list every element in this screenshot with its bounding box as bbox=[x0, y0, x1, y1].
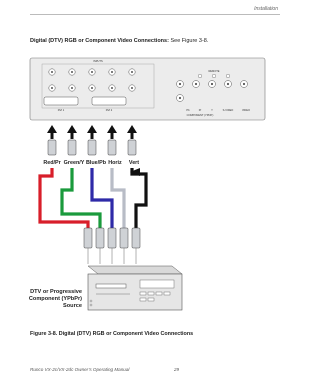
cable-red bbox=[40, 168, 88, 228]
source-line-3: Source bbox=[63, 303, 82, 309]
cable-horiz bbox=[112, 168, 124, 228]
component-label: COMPONENT (YPbPr) bbox=[186, 114, 214, 117]
top-connectors bbox=[48, 140, 136, 155]
cable-label-blue: Blue/Pb bbox=[85, 160, 107, 166]
remote-label: REMOTE bbox=[208, 70, 220, 73]
cable-labels bbox=[43, 160, 139, 166]
bottom-connectors bbox=[84, 228, 140, 264]
projector-rear-panel bbox=[30, 58, 265, 120]
dvi2-port bbox=[92, 97, 126, 105]
component-pb: Pb bbox=[186, 109, 190, 112]
dvi2-label: DVI 2 bbox=[105, 109, 113, 112]
svideo-label: S-VIDEO bbox=[222, 109, 234, 112]
section-header: Installation bbox=[254, 6, 278, 12]
footer-page-number: 29 bbox=[174, 367, 180, 372]
dvi1-label: DVI 1 bbox=[57, 109, 65, 112]
cable-label-red: Red/Pr bbox=[43, 160, 61, 166]
source-device bbox=[88, 266, 182, 310]
source-line-1: DTV or Progressive bbox=[30, 289, 82, 295]
component-y: Y bbox=[211, 109, 213, 112]
video-label: VIDEO bbox=[241, 109, 251, 112]
cables bbox=[40, 168, 146, 228]
heading-rest: See Figure 3-8. bbox=[168, 38, 209, 44]
cable-label-green: Green/Y bbox=[63, 160, 85, 166]
source-line-2: Component (YPbPr) bbox=[28, 296, 82, 302]
input-arrows bbox=[47, 125, 137, 139]
cable-blue bbox=[92, 168, 112, 228]
cable-label-horiz: Horiz bbox=[108, 160, 122, 166]
footer-manual: Runco VX-2c/VX-2dc Owner’s Operating Manual bbox=[30, 367, 130, 372]
cable-label-vert: Vert bbox=[128, 160, 140, 166]
figure-caption: Figure 3-8. Digital (DTV) RGB or Component Video Connections bbox=[30, 331, 194, 337]
inputs-label: INPUTS bbox=[93, 60, 103, 63]
cable-vert bbox=[132, 168, 146, 228]
heading-bold: Digital (DTV) RGB or Component Video Connections: bbox=[30, 38, 169, 44]
source-label bbox=[12, 289, 82, 310]
component-pr: Pr bbox=[198, 109, 202, 112]
dvi1-port bbox=[44, 97, 78, 105]
cable-green bbox=[62, 168, 100, 228]
